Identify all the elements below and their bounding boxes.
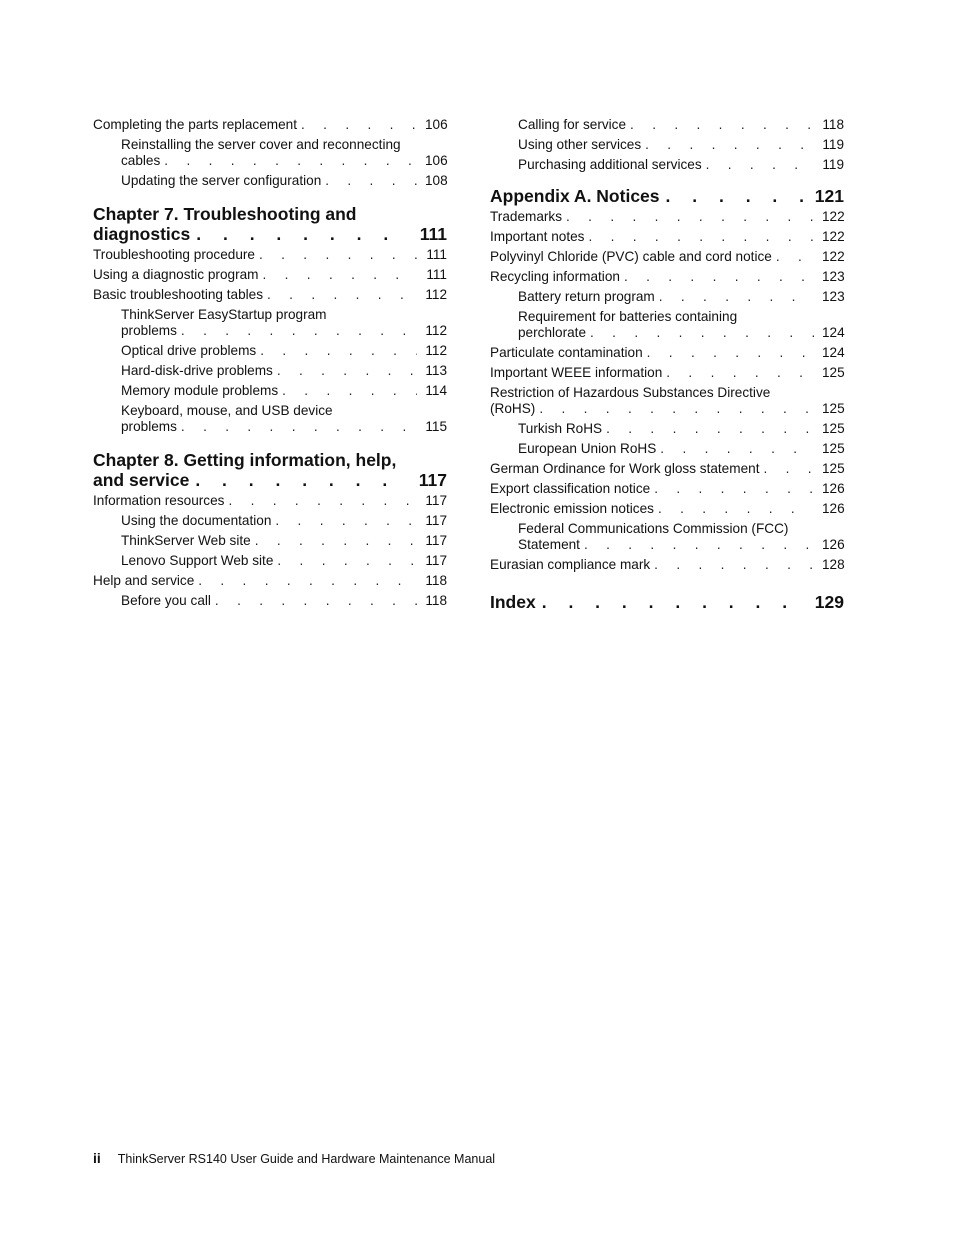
- toc-page-number: 122: [822, 209, 845, 224]
- toc-entry-row: [93, 265, 447, 285]
- toc-entry-title: Hard-disk-drive problems: [121, 363, 273, 378]
- toc-entry-title: cables: [121, 153, 161, 168]
- toc-entry[interactable]: [93, 511, 447, 531]
- toc-entry-title: and service: [93, 470, 190, 490]
- toc-entry-title: Appendix A. Notices: [490, 186, 660, 206]
- toc-entry-row: [93, 571, 447, 591]
- footer-document-title: ThinkServer RS140 User Guide and Hardware Maintenance Manual: [117, 1152, 496, 1166]
- toc-dot-leader: [654, 555, 814, 575]
- toc-entry-title-line: Chapter 8. Getting information, help,: [93, 450, 397, 470]
- toc-page-number: 121: [814, 186, 844, 206]
- toc-chapter-heading[interactable]: [93, 450, 447, 490]
- toc-chapter-heading[interactable]: [490, 592, 844, 612]
- toc-entry-title: Optical drive problems: [121, 343, 257, 358]
- toc-dot-leader: [584, 537, 814, 553]
- toc-entry-row: [121, 531, 447, 551]
- toc-page-number: 106: [425, 117, 448, 132]
- toc-entry-title: problems: [121, 419, 177, 434]
- toc-entry-title: Battery return program: [518, 289, 655, 304]
- toc-entry-row: [518, 115, 844, 135]
- toc-entry-title: Using other services: [518, 137, 642, 152]
- toc-page-number: 125: [822, 441, 845, 456]
- toc-entry[interactable]: [93, 401, 447, 437]
- toc-entry-title: Help and service: [93, 573, 195, 588]
- toc-entry-row: [490, 479, 844, 499]
- toc-page-number: 123: [822, 269, 845, 284]
- toc-entry-row: [93, 245, 447, 265]
- toc-dot-leader: [539, 401, 814, 417]
- toc-chapter-heading[interactable]: [93, 204, 447, 244]
- toc-page-number: 122: [822, 249, 845, 264]
- toc-entry-title-line: Federal Communications Commission (FCC): [518, 521, 789, 536]
- toc-entry-row: [490, 227, 844, 247]
- toc-entry-row: [490, 186, 844, 206]
- toc-entry-row: [518, 135, 844, 155]
- toc-dot-leader: [275, 511, 417, 531]
- toc-entry[interactable]: [490, 439, 844, 459]
- toc-entry-title: Statement: [518, 537, 580, 552]
- toc-entry[interactable]: [93, 115, 447, 135]
- toc-dot-leader: [228, 491, 417, 511]
- toc-dot-leader: [588, 227, 814, 247]
- toc-page-number: 125: [822, 365, 845, 380]
- toc-entry-row: [121, 591, 447, 611]
- toc-dot-leader: [666, 363, 814, 383]
- toc-page-number: 126: [822, 501, 845, 516]
- toc-entry[interactable]: [490, 519, 844, 555]
- toc-entry-title: perchlorate: [518, 325, 587, 340]
- toc-entry-title: Important WEEE information: [490, 365, 663, 380]
- toc-page-number: 124: [822, 325, 845, 340]
- toc-entry[interactable]: [93, 265, 447, 285]
- toc-entry[interactable]: [93, 571, 447, 591]
- toc-page-number: 112: [425, 343, 447, 358]
- toc-dot-leader: [195, 470, 406, 490]
- toc-dot-leader: [660, 439, 814, 459]
- toc-dot-leader: [277, 361, 417, 381]
- toc-entry[interactable]: [490, 115, 844, 135]
- toc-entry-row: [121, 153, 447, 171]
- toc-entry-row: [490, 555, 844, 575]
- toc-entry-row: [518, 439, 844, 459]
- toc-entry-row: [490, 499, 844, 519]
- footer-page-number: ii: [93, 1150, 101, 1166]
- toc-entry[interactable]: [490, 135, 844, 155]
- toc-page-number: 125: [822, 401, 845, 416]
- toc-entry-title: Recycling information: [490, 269, 620, 284]
- toc-dot-leader: [198, 571, 417, 591]
- toc-entry[interactable]: [490, 419, 844, 439]
- toc-chapter-heading[interactable]: [490, 186, 844, 206]
- toc-entry-title: Purchasing additional services: [518, 157, 702, 172]
- toc-entry-row: [490, 267, 844, 287]
- toc-entry-title: Calling for service: [518, 117, 627, 132]
- toc-entry-title: Particulate contamination: [490, 345, 643, 360]
- toc-entry[interactable]: [93, 531, 447, 551]
- toc-entry[interactable]: [93, 551, 447, 571]
- toc-dot-leader: [658, 499, 814, 519]
- toc-entry-title: Basic troubleshooting tables: [93, 287, 264, 302]
- toc-entry[interactable]: [93, 341, 447, 361]
- toc-page-number: 122: [822, 229, 845, 244]
- toc-entry[interactable]: [490, 267, 844, 287]
- toc-page-number: 112: [425, 323, 447, 338]
- toc-page-number: 115: [425, 419, 447, 434]
- toc-entry-row: [490, 343, 844, 363]
- toc-entry[interactable]: [490, 383, 844, 419]
- toc-entry-row: [490, 592, 844, 612]
- toc-entry-title: problems: [121, 323, 177, 338]
- toc-entry[interactable]: [93, 135, 447, 171]
- toc-entry-title-line: ThinkServer EasyStartup program: [121, 307, 327, 322]
- toc-entry-title: Turkish RoHS: [518, 421, 603, 436]
- toc-entry-row: [518, 537, 844, 555]
- page-footer: [93, 1150, 495, 1166]
- toc-right-column: [490, 115, 844, 613]
- toc-page-number: 118: [822, 117, 844, 132]
- toc-page-number: 113: [425, 363, 447, 378]
- toc-dot-leader: [282, 381, 417, 401]
- toc-entry-row: [518, 419, 844, 439]
- toc-entry[interactable]: [93, 285, 447, 305]
- toc-page-number: 117: [425, 513, 447, 528]
- toc-dot-leader: [181, 323, 417, 339]
- toc-page-number: 126: [822, 537, 845, 552]
- toc-dot-leader: [706, 155, 814, 175]
- toc-dot-leader: [267, 285, 417, 305]
- toc-entry-title: Polyvinyl Chloride (PVC) cable and cord notice: [490, 249, 772, 264]
- toc-left-column: [93, 115, 447, 611]
- toc-entry-row: [490, 363, 844, 383]
- toc-entry[interactable]: [93, 491, 447, 511]
- toc-page-number: 106: [425, 153, 448, 168]
- toc-entry-row: [93, 115, 447, 135]
- toc-entry-row: [518, 155, 844, 175]
- toc-entry-title: Troubleshooting procedure: [93, 247, 255, 262]
- toc-entry[interactable]: [490, 343, 844, 363]
- toc-page-number: 117: [425, 493, 447, 508]
- toc-page-number: 111: [426, 267, 447, 282]
- toc-entry-row: [518, 325, 844, 343]
- toc-entry-row: [490, 247, 844, 267]
- toc-entry-row: [121, 551, 447, 571]
- toc-page-number: 124: [822, 345, 845, 360]
- toc-entry-row: [121, 419, 447, 437]
- toc-entry-title: Important notes: [490, 229, 585, 244]
- toc-page-number: 118: [425, 593, 447, 608]
- toc-entry[interactable]: [93, 305, 447, 341]
- toc-page-number: 118: [425, 573, 447, 588]
- toc-entry-title: Lenovo Support Web site: [121, 553, 274, 568]
- toc-entry-title: Completing the parts replacement: [93, 117, 298, 132]
- toc-dot-leader: [763, 459, 814, 479]
- toc-entry[interactable]: [490, 287, 844, 307]
- toc-page-number: 123: [822, 289, 845, 304]
- toc-entry[interactable]: [490, 247, 844, 267]
- toc-entry-row: [121, 171, 447, 191]
- toc-page-number: 129: [814, 592, 844, 612]
- toc-page-number: 117: [418, 470, 447, 490]
- toc-dot-leader: [260, 341, 417, 361]
- toc-dot-leader: [647, 343, 814, 363]
- toc-entry[interactable]: [490, 499, 844, 519]
- toc-entry-title: Updating the server configuration: [121, 173, 322, 188]
- toc-entry-row: [93, 285, 447, 305]
- toc-entry[interactable]: [93, 171, 447, 191]
- toc-entry[interactable]: [93, 361, 447, 381]
- toc-page-number: 128: [822, 557, 845, 572]
- toc-dot-leader: [606, 419, 814, 439]
- toc-dot-leader: [301, 115, 417, 135]
- toc-entry-row: [490, 207, 844, 227]
- toc-page-number: 114: [425, 383, 447, 398]
- toc-entry-title-line: Restriction of Hazardous Substances Directive: [490, 385, 771, 400]
- toc-entry-title: Before you call: [121, 593, 211, 608]
- toc-entry-title-line: Requirement for batteries containing: [518, 309, 738, 324]
- toc-dot-leader: [566, 207, 814, 227]
- toc-page-number: 125: [822, 421, 845, 436]
- toc-entry-title: German Ordinance for Work gloss statement: [490, 461, 760, 476]
- toc-entry-row: [490, 401, 844, 419]
- toc-entry-row: [518, 287, 844, 307]
- toc-entry-row: [121, 381, 447, 401]
- toc-entry-title: ThinkServer Web site: [121, 533, 251, 548]
- toc-entry[interactable]: [490, 479, 844, 499]
- toc-entry-row: [93, 491, 447, 511]
- toc-page-number: 126: [822, 481, 845, 496]
- toc-entry[interactable]: [490, 555, 844, 575]
- toc-entry-title: Trademarks: [490, 209, 563, 224]
- toc-page-number: 125: [822, 461, 845, 476]
- toc-dot-leader: [255, 531, 417, 551]
- toc-dot-leader: [164, 153, 417, 169]
- toc-page-number: 112: [425, 287, 447, 302]
- toc-entry-title: Export classification notice: [490, 481, 651, 496]
- toc-page-number: 119: [822, 137, 844, 152]
- toc-dot-leader: [666, 186, 803, 206]
- toc-entry-title: European Union RoHS: [518, 441, 657, 456]
- toc-entry[interactable]: [490, 459, 844, 479]
- toc-entry-title: Using a diagnostic program: [93, 267, 259, 282]
- toc-entry[interactable]: [490, 155, 844, 175]
- toc-entry[interactable]: [490, 363, 844, 383]
- toc-entry[interactable]: [93, 591, 447, 611]
- toc-dot-leader: [325, 171, 417, 191]
- toc-dot-leader: [259, 245, 417, 265]
- toc-entry-row: [121, 341, 447, 361]
- toc-entry-row: [490, 459, 844, 479]
- toc-page-number: 111: [419, 224, 447, 244]
- toc-entry-title: diagnostics: [93, 224, 191, 244]
- toc-entry-title: (RoHS): [490, 401, 536, 416]
- toc-dot-leader: [659, 287, 814, 307]
- toc-entry-title-line: Reinstalling the server cover and reconnecting: [121, 137, 401, 152]
- toc-entry-title: Index: [490, 592, 536, 612]
- toc-page-number: 117: [425, 553, 447, 568]
- toc-page-number: 119: [822, 157, 844, 172]
- toc-entry-row: [121, 511, 447, 531]
- toc-entry-row: [121, 361, 447, 381]
- toc-entry-row: [93, 470, 447, 490]
- toc-entry-row: [121, 323, 447, 341]
- toc-entry[interactable]: [490, 307, 844, 343]
- toc-entry[interactable]: [490, 227, 844, 247]
- toc-dot-leader: [196, 224, 407, 244]
- toc-dot-leader: [215, 591, 417, 611]
- toc-entry-title: Using the documentation: [121, 513, 272, 528]
- toc-dot-leader: [542, 592, 803, 612]
- toc-dot-leader: [277, 551, 417, 571]
- toc-page-number: 108: [425, 173, 448, 188]
- toc-dot-leader: [654, 479, 814, 499]
- toc-entry-title-line: Chapter 7. Troubleshooting and: [93, 204, 357, 224]
- toc-entry[interactable]: [93, 245, 447, 265]
- toc-entry[interactable]: [490, 207, 844, 227]
- toc-entry-title: Memory module problems: [121, 383, 279, 398]
- toc-dot-leader: [776, 247, 814, 267]
- toc-dot-leader: [630, 115, 814, 135]
- toc-page-number: 117: [425, 533, 447, 548]
- toc-dot-leader: [181, 419, 417, 435]
- toc-entry-title: Information resources: [93, 493, 225, 508]
- toc-entry[interactable]: [93, 381, 447, 401]
- toc-dot-leader: [645, 135, 814, 155]
- toc-page-number: 111: [426, 247, 447, 262]
- toc-entry-title: Eurasian compliance mark: [490, 557, 651, 572]
- toc-entry-row: [93, 224, 447, 244]
- toc-entry-title: Electronic emission notices: [490, 501, 654, 516]
- toc-dot-leader: [624, 267, 814, 287]
- toc-dot-leader: [590, 325, 814, 341]
- toc-entry-title-line: Keyboard, mouse, and USB device: [121, 403, 333, 418]
- toc-dot-leader: [262, 265, 417, 285]
